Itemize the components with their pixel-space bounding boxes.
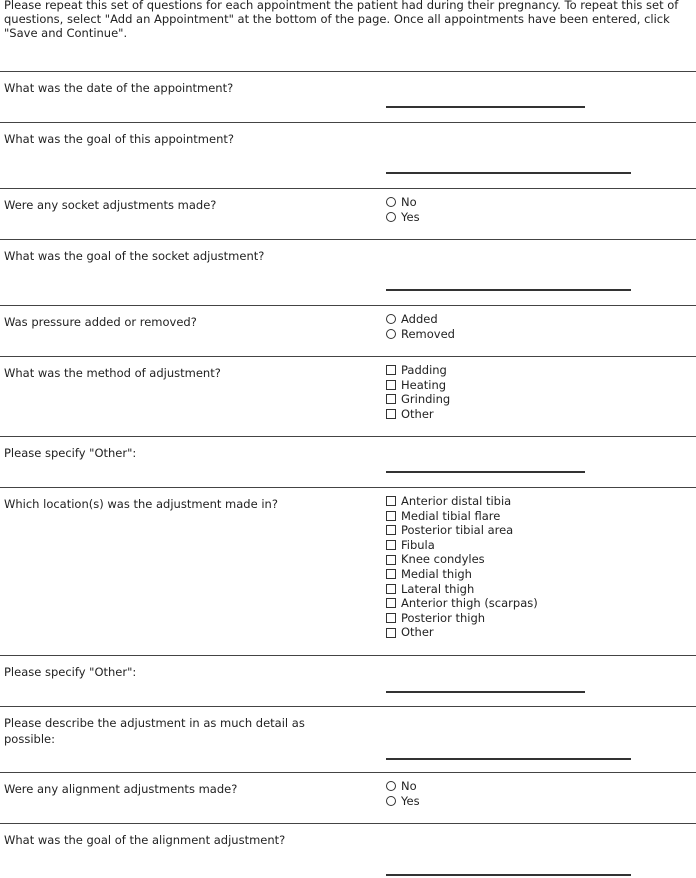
checkbox[interactable] xyxy=(386,380,396,390)
option-posterior-thigh[interactable] xyxy=(386,611,538,626)
option-no[interactable] xyxy=(386,779,420,794)
question-label: What was the goal of the socket adjustment? xyxy=(4,249,265,263)
option-label: Posterior thigh xyxy=(401,610,486,625)
option-other[interactable] xyxy=(386,625,538,640)
socket-goal-field[interactable] xyxy=(386,289,631,291)
question-row-alignment-adjustments xyxy=(0,772,696,824)
option-label: Added xyxy=(401,312,438,326)
option-anterior-thigh[interactable] xyxy=(386,596,538,611)
question-label: Please describe the adjustment in as much detail as possible: xyxy=(4,716,305,746)
goal-field[interactable] xyxy=(386,172,631,174)
describe-field[interactable] xyxy=(386,758,631,760)
option-label: Heating xyxy=(401,377,447,392)
instructions-text: Please repeat this set of questions for each appointment the patient had during their pregnancy. To repeat this set of questions, select "Add an Appointment" at the bottom of the page. Once all appointments have been entered, click "Save and Continue". xyxy=(4,0,679,40)
question-row-location xyxy=(0,487,696,656)
question-row-goal xyxy=(0,122,696,189)
option-added[interactable] xyxy=(386,312,455,327)
option-removed[interactable] xyxy=(386,327,455,342)
question-label: What was the method of adjustment? xyxy=(4,366,221,380)
radio-button[interactable] xyxy=(386,197,396,207)
checkbox[interactable] xyxy=(386,525,396,535)
option-label: Other xyxy=(401,625,434,640)
option-knee-condyles[interactable] xyxy=(386,552,538,567)
checkbox[interactable] xyxy=(386,584,396,594)
question-row-method xyxy=(0,356,696,437)
option-medial-tibial-flare[interactable] xyxy=(386,509,538,524)
date-field[interactable] xyxy=(386,106,585,108)
question-label: What was the goal of the alignment adjustment? xyxy=(4,833,286,847)
checkbox[interactable] xyxy=(386,365,396,375)
question-row-socket-goal xyxy=(0,239,696,306)
alignment-goal-field[interactable] xyxy=(386,874,631,876)
option-grinding[interactable] xyxy=(386,392,450,407)
question-label: What was the goal of this appointment? xyxy=(4,132,234,146)
option-label: Medial thigh xyxy=(401,566,472,581)
radio-button[interactable] xyxy=(386,781,396,791)
checkbox[interactable] xyxy=(386,511,396,521)
option-label: Medial tibial flare xyxy=(401,508,501,523)
option-posterior-tibial-area[interactable] xyxy=(386,523,538,538)
radio-button[interactable] xyxy=(386,796,396,806)
checkbox[interactable] xyxy=(386,496,396,506)
question-row-socket-adjustments xyxy=(0,188,696,240)
option-label: Lateral thigh xyxy=(401,581,475,596)
location-other-field[interactable] xyxy=(386,691,585,693)
radio-button[interactable] xyxy=(386,212,396,222)
option-padding[interactable] xyxy=(386,363,450,378)
option-heating[interactable] xyxy=(386,378,450,393)
checkbox[interactable] xyxy=(386,394,396,404)
option-label: Yes xyxy=(401,793,420,808)
option-label: No xyxy=(401,779,417,793)
question-row-describe xyxy=(0,706,696,773)
question-row-method-other xyxy=(0,436,696,488)
option-lateral-thigh[interactable] xyxy=(386,582,538,597)
question-row-alignment-goal xyxy=(0,823,696,878)
option-label: Padding xyxy=(401,363,447,377)
method-options xyxy=(386,363,450,421)
checkbox[interactable] xyxy=(386,555,396,565)
option-label: Anterior thigh (scarpas) xyxy=(401,596,538,611)
question-label: Please specify "Other": xyxy=(4,446,137,460)
question-label: Were any alignment adjustments made? xyxy=(4,782,238,796)
radio-button[interactable] xyxy=(386,314,396,324)
option-label: Other xyxy=(401,406,434,421)
question-label: Were any socket adjustments made? xyxy=(4,198,217,212)
question-label: Which location(s) was the adjustment made in? xyxy=(4,497,278,511)
option-label: Removed xyxy=(401,326,455,341)
method-other-field[interactable] xyxy=(386,471,585,473)
option-medial-thigh[interactable] xyxy=(386,567,538,582)
option-label: Knee condyles xyxy=(401,552,485,567)
question-label: Was pressure added or removed? xyxy=(4,315,197,329)
option-anterior-distal-tibia[interactable] xyxy=(386,494,538,509)
checkbox[interactable] xyxy=(386,628,396,638)
checkbox[interactable] xyxy=(386,613,396,623)
question-row-pressure xyxy=(0,305,696,357)
question-label: Please specify "Other": xyxy=(4,665,137,679)
option-label: No xyxy=(401,195,417,209)
checkbox[interactable] xyxy=(386,598,396,608)
checkbox[interactable] xyxy=(386,569,396,579)
radio-button[interactable] xyxy=(386,329,396,339)
location-options xyxy=(386,494,538,640)
question-row-location-other xyxy=(0,655,696,707)
option-label: Anterior distal tibia xyxy=(401,494,512,508)
option-yes[interactable] xyxy=(386,210,420,225)
question-row-date xyxy=(0,71,696,123)
option-yes[interactable] xyxy=(386,794,420,809)
option-no[interactable] xyxy=(386,195,420,210)
socket-adjustment-options xyxy=(386,195,420,224)
option-label: Grinding xyxy=(401,392,451,407)
pressure-options xyxy=(386,312,455,341)
checkbox[interactable] xyxy=(386,540,396,550)
checkbox[interactable] xyxy=(386,409,396,419)
option-other[interactable] xyxy=(386,407,450,422)
alignment-adjustment-options xyxy=(386,779,420,808)
question-label: What was the date of the appointment? xyxy=(4,81,234,95)
option-label: Yes xyxy=(401,209,420,224)
option-fibula[interactable] xyxy=(386,538,538,553)
option-label: Posterior tibial area xyxy=(401,523,514,538)
option-label: Fibula xyxy=(401,537,435,552)
